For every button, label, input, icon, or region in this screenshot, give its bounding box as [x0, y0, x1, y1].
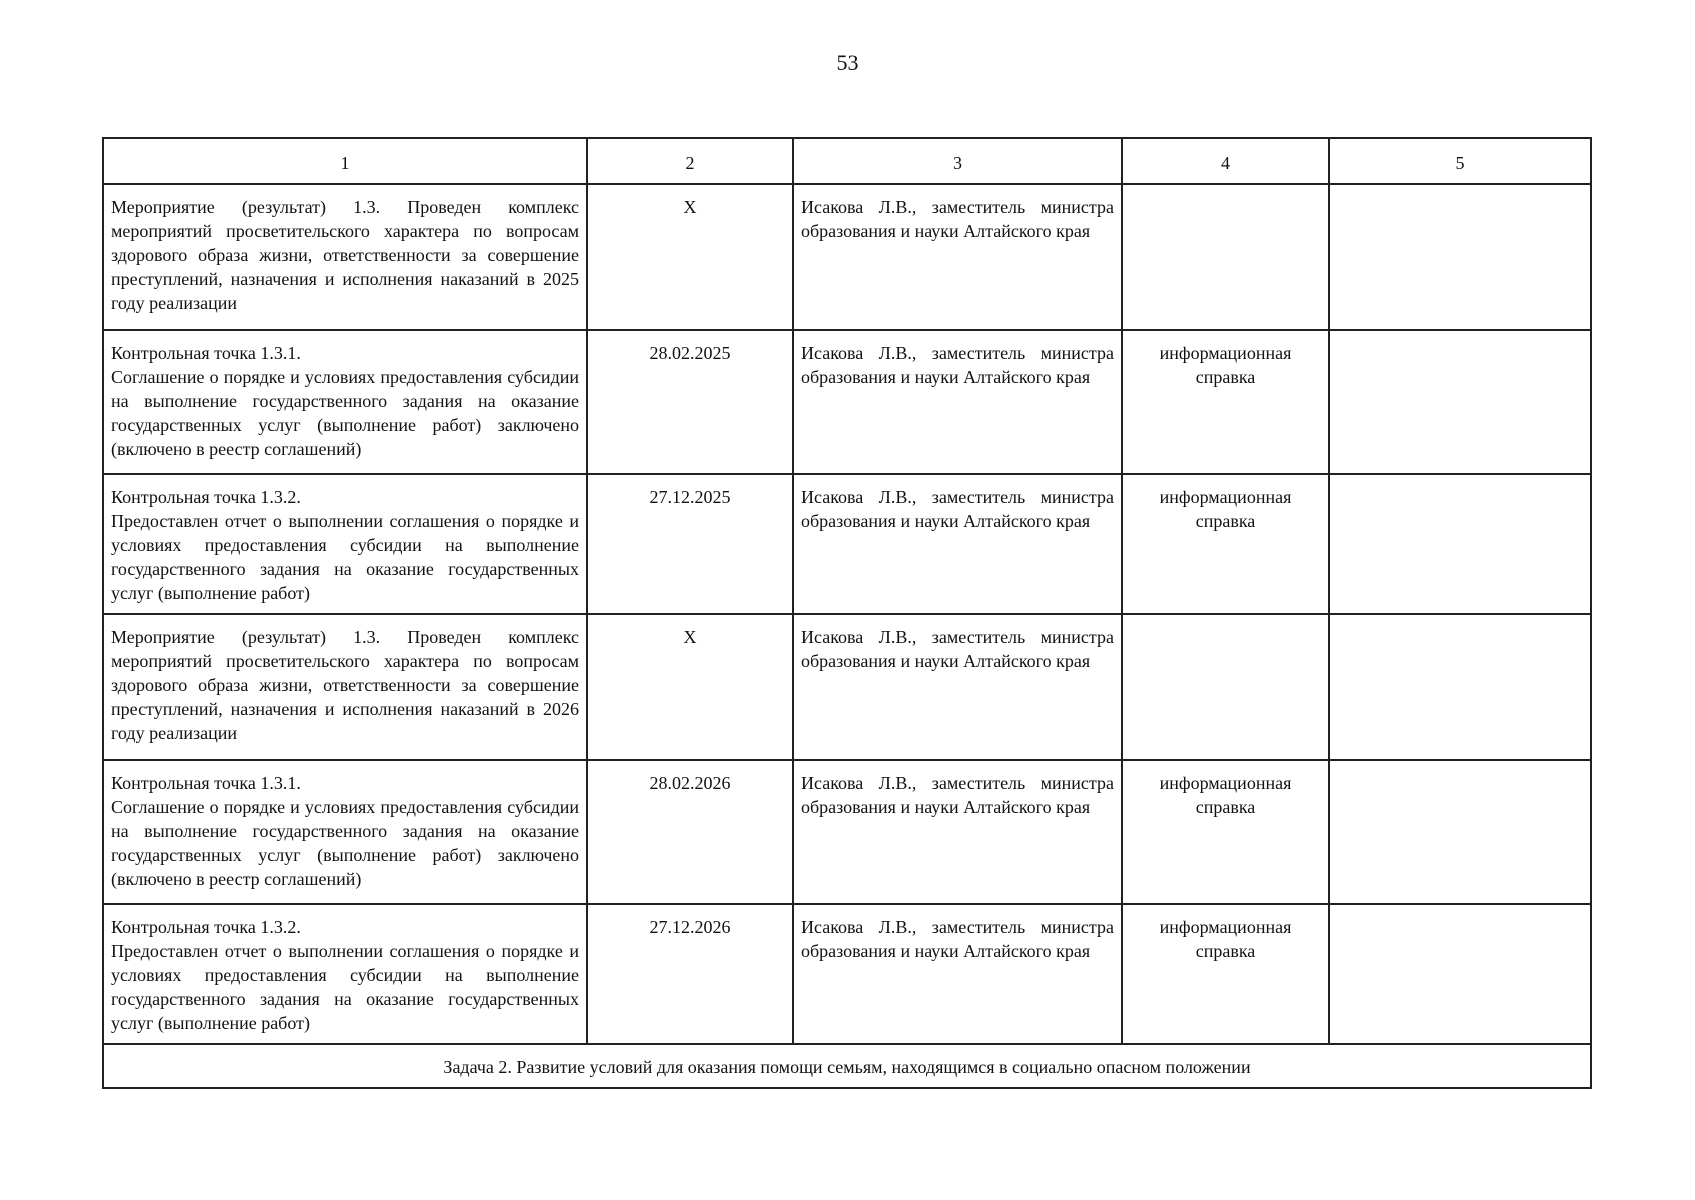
event-cell	[103, 184, 587, 330]
document-cell: информационная справка	[1122, 904, 1329, 1044]
plan-table	[102, 137, 1592, 1089]
task-heading: Задача 2. Развитие условий для оказания помощи семьям, находящимся в социально опасном положении	[103, 1044, 1591, 1088]
responsible-cell: Исакова Л.В., заместитель министра образования и науки Алтайского края	[793, 760, 1122, 904]
table-row	[103, 330, 1591, 474]
responsible-cell: Исакова Л.В., заместитель министра образования и науки Алтайского края	[793, 614, 1122, 760]
header-col-1: 1	[103, 138, 587, 184]
checkpoint-description: Соглашение о порядке и условиях предоставления субсидии на выполнение государственного задания на оказание государственных услуг (выполнение работ) заключено (включено в реестр соглашений)	[111, 367, 579, 459]
checkpoint-description: Соглашение о порядке и условиях предоставления субсидии на выполнение государственного задания на оказание государственных услуг (выполнение работ) заключено (включено в реестр соглашений)	[111, 797, 579, 889]
header-row	[103, 138, 1591, 184]
checkpoint-title: Контрольная точка 1.3.1.	[111, 343, 301, 363]
date-cell: 28.02.2025	[587, 330, 793, 474]
table-row	[103, 474, 1591, 614]
header-col-2: 2	[587, 138, 793, 184]
responsible-cell: Исакова Л.В., заместитель министра образования и науки Алтайского края	[793, 184, 1122, 330]
document-cell: информационная справка	[1122, 330, 1329, 474]
date-cell: X	[587, 614, 793, 760]
responsible-cell: Исакова Л.В., заместитель министра образования и науки Алтайского края	[793, 474, 1122, 614]
checkpoint-title: Контрольная точка 1.3.2.	[111, 917, 301, 937]
col5-cell	[1329, 184, 1591, 330]
responsible-cell: Исакова Л.В., заместитель министра образования и науки Алтайского края	[793, 330, 1122, 474]
col5-cell	[1329, 614, 1591, 760]
document-cell	[1122, 184, 1329, 330]
table-row	[103, 184, 1591, 330]
event-description: Мероприятие (результат) 1.3. Проведен комплекс мероприятий просветительского характера по вопросам здорового образа жизни, ответственности за совершение преступлений, назначения и исполнения наказаний в 2025 году реализации	[111, 197, 579, 313]
header-col-4: 4	[1122, 138, 1329, 184]
checkpoint-cell	[103, 760, 587, 904]
table-row	[103, 614, 1591, 760]
checkpoint-description: Предоставлен отчет о выполнении соглашения о порядке и условиях предоставления субсидии на выполнение государственного задания на оказание государственных услуг (выполнение работ)	[111, 511, 579, 603]
checkpoint-title: Контрольная точка 1.3.1.	[111, 773, 301, 793]
checkpoint-cell	[103, 904, 587, 1044]
date-cell: 28.02.2026	[587, 760, 793, 904]
header-col-5: 5	[1329, 138, 1591, 184]
checkpoint-cell	[103, 330, 587, 474]
document-cell	[1122, 614, 1329, 760]
responsible-cell: Исакова Л.В., заместитель министра образования и науки Алтайского края	[793, 904, 1122, 1044]
col5-cell	[1329, 904, 1591, 1044]
date-cell: X	[587, 184, 793, 330]
col5-cell	[1329, 760, 1591, 904]
document-cell: информационная справка	[1122, 474, 1329, 614]
event-description: Мероприятие (результат) 1.3. Проведен комплекс мероприятий просветительского характера по вопросам здорового образа жизни, ответственности за совершение преступлений, назначения и исполнения наказаний в 2026 году реализации	[111, 627, 579, 743]
date-cell: 27.12.2026	[587, 904, 793, 1044]
checkpoint-cell	[103, 474, 587, 614]
table-row	[103, 760, 1591, 904]
checkpoint-title: Контрольная точка 1.3.2.	[111, 487, 301, 507]
task-row	[103, 1044, 1591, 1088]
document-cell: информационная справка	[1122, 760, 1329, 904]
page-number: 53	[836, 50, 859, 75]
checkpoint-description: Предоставлен отчет о выполнении соглашения о порядке и условиях предоставления субсидии на выполнение государственного задания на оказание государственных услуг (выполнение работ)	[111, 941, 579, 1033]
table-header	[103, 138, 1591, 184]
col5-cell	[1329, 330, 1591, 474]
event-cell	[103, 614, 587, 760]
table-row	[103, 904, 1591, 1044]
col5-cell	[1329, 474, 1591, 614]
table-body	[103, 184, 1591, 1088]
date-cell: 27.12.2025	[587, 474, 793, 614]
header-col-3: 3	[793, 138, 1122, 184]
